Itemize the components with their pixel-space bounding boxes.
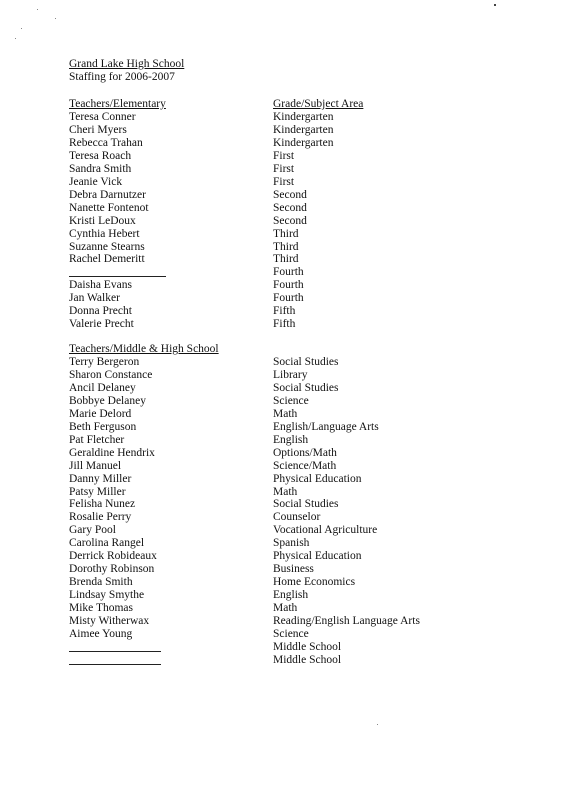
teacher-name: Derrick Robideaux	[69, 550, 157, 563]
subject-area: Fourth	[273, 266, 304, 279]
scan-speck	[15, 38, 16, 39]
teacher-name: Pat Fletcher	[69, 433, 125, 446]
subject-area: Science	[273, 627, 309, 640]
teacher-name: Dorothy Robinson	[69, 563, 155, 576]
vacant-position-line	[69, 276, 166, 277]
teacher-name: Brenda Smith	[69, 576, 133, 589]
vacant-position-line	[69, 651, 161, 652]
subject-area: English	[273, 589, 309, 602]
teacher-name: Gary Pool	[69, 524, 116, 537]
teacher-name: Suzanne Stearns	[69, 240, 145, 253]
scan-speck	[494, 4, 496, 6]
teacher-name: Daisha Evans	[69, 279, 132, 292]
teacher-name: Sharon Constance	[69, 368, 153, 381]
teacher-name: Jeanie Vick	[69, 175, 123, 188]
teacher-name: Nanette Fontenot	[69, 201, 149, 214]
subject-area: Math	[273, 602, 298, 615]
subject-area: Counselor	[273, 511, 321, 524]
teacher-name: Danny Miller	[69, 472, 132, 485]
subject-area: First	[273, 149, 295, 162]
teacher-name: Ancil Delaney	[69, 381, 136, 394]
subject-area: Kindergarten	[273, 111, 334, 123]
teacher-name: Geraldine Hendrix	[69, 446, 155, 459]
teacher-name: Misty Witherwax	[69, 615, 150, 627]
teacher-name: Kristi LeDoux	[69, 214, 136, 227]
teacher-name: Bobbye Delaney	[69, 394, 146, 407]
scan-speck	[377, 724, 378, 725]
staffing-year: Staffing for 2006-2007	[69, 71, 175, 83]
subject-area: Middle School	[273, 653, 342, 666]
teacher-name: Sandra Smith	[69, 162, 132, 175]
subject-area: English/Language Arts	[273, 420, 379, 433]
subject-area: Science	[273, 394, 309, 407]
subject-area: Fifth	[273, 305, 296, 318]
vacant-position-line	[69, 664, 161, 665]
subject-area: Third	[273, 240, 299, 253]
teacher-name: Donna Precht	[69, 305, 132, 318]
subject-area: Vocational Agriculture	[273, 524, 378, 537]
subject-area: Second	[273, 188, 307, 201]
teacher-name: Marie Delord	[69, 407, 132, 420]
teacher-name: Rosalie Perry	[69, 511, 132, 524]
subject-area: Second	[273, 214, 307, 227]
teacher-name: Felisha Nunez	[69, 498, 136, 511]
subject-area: Fourth	[273, 279, 304, 292]
teacher-name: Debra Darnutzer	[69, 188, 146, 201]
subject-area: Social Studies	[273, 381, 339, 394]
subject-area: Social Studies	[273, 356, 339, 368]
teacher-name: Terry Bergeron	[69, 356, 140, 368]
teacher-name: Teresa Conner	[69, 111, 136, 123]
subject-area: Options/Math	[273, 446, 337, 459]
subject-area: Kindergarten	[273, 123, 334, 136]
teacher-name: Carolina Rangel	[69, 537, 145, 550]
subject-area: Third	[273, 227, 299, 240]
subject-area: Third	[273, 253, 299, 266]
teacher-name: Teresa Roach	[69, 149, 132, 162]
subject-area: Fifth	[273, 318, 296, 331]
middle-high-heading: Teachers/Middle & High School	[69, 343, 219, 355]
teacher-name: Lindsay Smythe	[69, 589, 145, 602]
grade-subject-heading: Grade/Subject Area	[273, 98, 364, 110]
subject-area: Spanish	[273, 537, 310, 550]
subject-area: Math	[273, 407, 298, 420]
subject-area: Social Studies	[273, 498, 339, 511]
subject-area: Home Economics	[273, 576, 356, 589]
subject-area: Second	[273, 201, 307, 214]
subject-area: Math	[273, 485, 298, 498]
teacher-name: Jill Manuel	[69, 459, 122, 472]
teacher-name: Valerie Precht	[69, 318, 134, 331]
teacher-name: Rebecca Trahan	[69, 136, 143, 149]
scan-speck	[21, 28, 22, 29]
subject-area: Physical Education	[273, 550, 362, 563]
subject-area: English	[273, 433, 309, 446]
subject-area: Fourth	[273, 292, 304, 305]
teacher-name: Patsy Miller	[69, 485, 126, 498]
teacher-name: Rachel Demeritt	[69, 253, 145, 266]
subject-area: Kindergarten	[273, 136, 334, 149]
teacher-name: Mike Thomas	[69, 602, 133, 615]
teacher-name: Cynthia Hebert	[69, 227, 140, 240]
teacher-name: Beth Ferguson	[69, 420, 137, 433]
scan-speck	[55, 18, 56, 19]
subject-area: Library	[273, 368, 308, 381]
school-title: Grand Lake High School	[69, 58, 185, 70]
teacher-name: Aimee Young	[69, 627, 133, 640]
subject-area: First	[273, 175, 295, 188]
teacher-name: Cheri Myers	[69, 123, 127, 136]
elementary-heading: Teachers/Elementary	[69, 98, 166, 110]
subject-area: Reading/English Language Arts	[273, 615, 420, 627]
subject-area: Science/Math	[273, 459, 337, 472]
subject-area: Business	[273, 563, 314, 576]
subject-area: Physical Education	[273, 472, 362, 485]
teacher-name: Jan Walker	[69, 292, 120, 305]
scan-speck	[37, 9, 38, 10]
subject-area: Middle School	[273, 640, 342, 653]
subject-area: First	[273, 162, 295, 175]
